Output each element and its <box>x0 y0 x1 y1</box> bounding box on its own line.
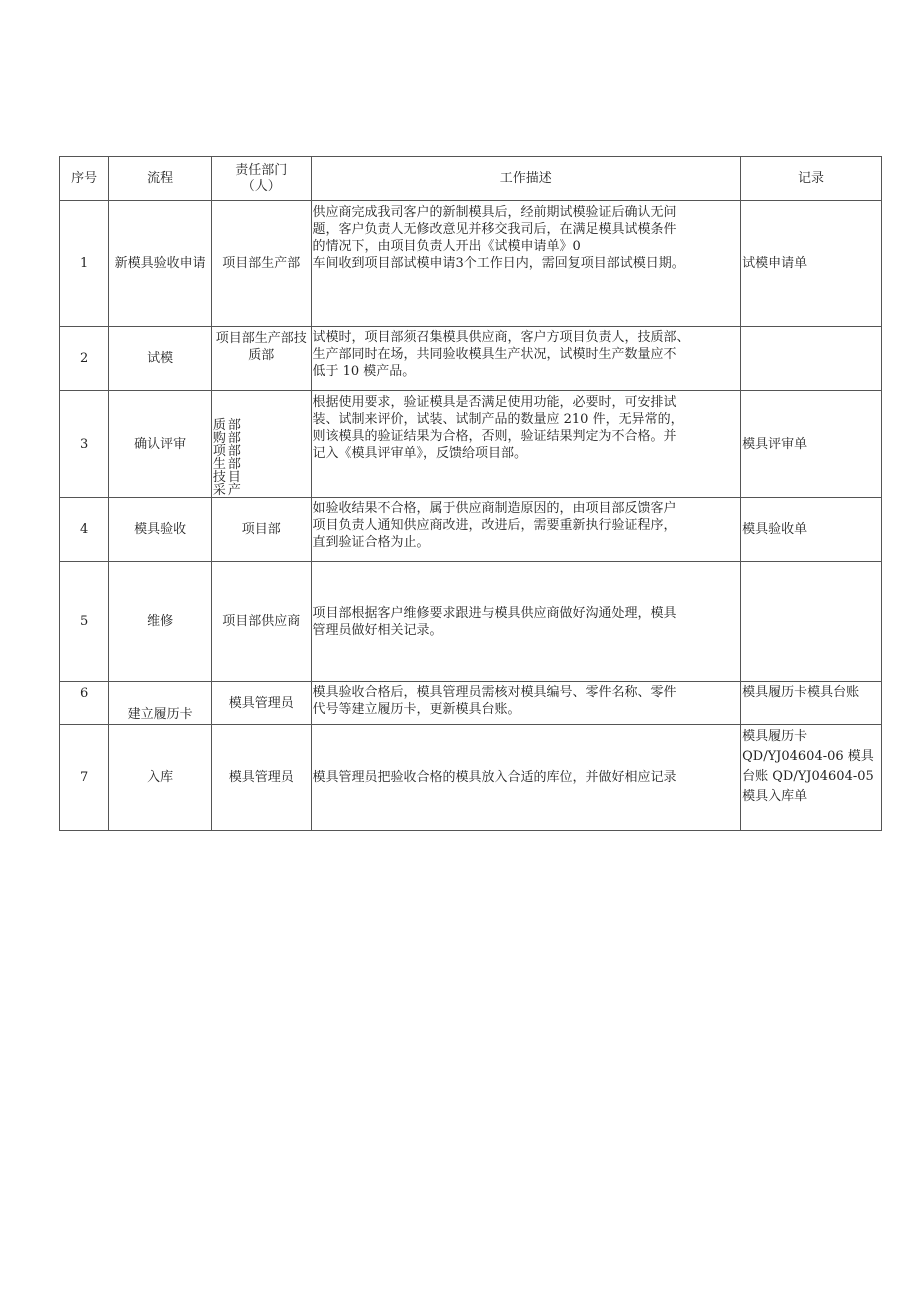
dept-char: 质 <box>212 418 226 433</box>
dept-char: 部 <box>227 418 241 433</box>
desc-line: 代号等建立履历卡，更新模具台账。 <box>312 702 521 717</box>
cell-flow: 试模 <box>109 327 212 391</box>
table-row <box>60 498 882 562</box>
cell-desc <box>311 498 741 562</box>
desc-line: 记入《模具评审单》，反馈给项目部。 <box>312 446 528 461</box>
dept-char: 目 <box>227 470 241 485</box>
cell-dept: 模具管理员 <box>211 725 311 831</box>
desc-line: 直到验证合格为止。 <box>312 535 430 550</box>
cell-flow: 模具验收 <box>109 498 212 562</box>
desc-line: 低于 10 模产品。 <box>312 364 416 379</box>
mold-acceptance-process-table <box>59 156 882 831</box>
dept-char: 购 <box>212 431 226 446</box>
dept-char: 技 <box>212 470 226 485</box>
record-line: QD/YJ04604-06 模具 <box>742 749 874 764</box>
dept-char: 生 <box>212 457 226 472</box>
record-line: 模具履历卡 <box>742 729 808 744</box>
dept-char: 部 <box>227 457 241 472</box>
cell-record: 模具评审单 <box>741 391 882 498</box>
cell-record <box>741 327 882 391</box>
cell-record: 模具验收单 <box>741 498 882 562</box>
header-no: 序号 <box>60 157 109 201</box>
header-record: 记录 <box>741 157 882 201</box>
table-row <box>60 201 882 327</box>
table-row <box>60 562 882 682</box>
desc-line: 的情况下，由项目负责人开出《试模申请单》0 <box>312 239 581 254</box>
desc-line: 模具管理员把验收合格的模具放入合适的库位，并做好相应记录 <box>312 770 677 785</box>
dept-char: 项 <box>212 444 226 459</box>
table-row <box>60 391 882 498</box>
cell-desc <box>311 201 741 327</box>
cell-flow: 入库 <box>109 725 212 831</box>
cell-desc <box>311 682 741 725</box>
desc-line: 装、试制来评价，试装、试制产品的数量应 210 件，无异常的， <box>312 412 684 427</box>
desc-line: 题，客户负责人无修改意见并移交我司后，在满足模具试模条件 <box>312 222 677 237</box>
desc-line: 管理员做好相关记录。 <box>312 622 443 638</box>
cell-record <box>741 725 882 831</box>
table-row <box>60 327 882 391</box>
cell-no: 2 <box>60 327 109 391</box>
cell-dept <box>211 391 311 498</box>
header-dept <box>211 157 311 201</box>
cell-no: 3 <box>60 391 109 498</box>
desc-line: 供应商完成我司客户的新制模具后，经前期试模验证后确认无问 <box>312 205 677 220</box>
desc-line: 项目负责人通知供应商改进，改进后，需要重新执行验证程序， <box>312 518 677 533</box>
desc-line: 生产部同时在场，共同验收模具生产状况，试模时生产数量应不 <box>312 347 677 362</box>
header-dept-line2: （人） <box>241 178 281 194</box>
desc-line: 项目部根据客户维修要求跟进与模具供应商做好沟通处理，模具 <box>312 605 677 621</box>
dept-col-2 <box>228 419 241 497</box>
dept-char: 产 <box>227 483 241 498</box>
cell-desc <box>311 327 741 391</box>
cell-desc <box>311 725 741 831</box>
cell-no: 4 <box>60 498 109 562</box>
cell-dept: 项目部 <box>211 498 311 562</box>
cell-dept: 模具管理员 <box>211 682 311 725</box>
cell-desc <box>311 562 741 682</box>
cell-flow: 维修 <box>109 562 212 682</box>
cell-record: 试模申请单 <box>741 201 882 327</box>
dept-stacked-text <box>213 419 310 497</box>
desc-line: 根据使用要求，验证模具是否满足使用功能，必要时，可安排试 <box>312 395 677 410</box>
desc-line: 如验收结果不合格，属于供应商制造原因的，由项目部反馈客户 <box>312 501 677 516</box>
table-row <box>60 725 882 831</box>
cell-record: 模具履历卡模具台账 <box>741 682 882 725</box>
cell-dept: 项目部生产部 <box>211 201 311 327</box>
dept-char: 部 <box>227 431 241 446</box>
cell-flow: 新模具验收申请 <box>109 201 212 327</box>
header-dept-line1: 责任部门 <box>235 162 288 178</box>
cell-flow: 建立履历卡 <box>109 682 212 725</box>
cell-no: 5 <box>60 562 109 682</box>
record-line: 模具入库单 <box>742 789 808 804</box>
desc-line: 车间收到项目部试模申请3个工作日内，需回复项目部试模日期。 <box>312 256 685 271</box>
cell-record <box>741 562 882 682</box>
table-row <box>60 682 882 725</box>
dept-char: 采 <box>212 483 226 498</box>
header-flow: 流程 <box>109 157 212 201</box>
cell-no: 7 <box>60 725 109 831</box>
desc-line: 则该模具的验证结果为合格，否则，验证结果判定为不合格。并 <box>312 429 677 444</box>
record-line: 台账 QD/YJ04604-05 <box>742 769 874 784</box>
header-row <box>60 157 882 201</box>
cell-no: 1 <box>60 201 109 327</box>
desc-line: 试模时，项目部须召集模具供应商，客户方项目负责人，技质部、 <box>312 330 690 345</box>
cell-desc <box>311 391 741 498</box>
dept-col-1 <box>213 419 226 497</box>
cell-no: 6 <box>60 682 109 725</box>
dept-char: 部 <box>227 444 241 459</box>
cell-flow: 确认评审 <box>109 391 212 498</box>
desc-line: 模具验收合格后，模具管理员需核对模具编号、零件名称、零件 <box>312 685 677 700</box>
header-desc: 工作描述 <box>311 157 741 201</box>
cell-dept: 项目部供应商 <box>211 562 311 682</box>
cell-dept: 项目部生产部技质部 <box>211 327 311 391</box>
